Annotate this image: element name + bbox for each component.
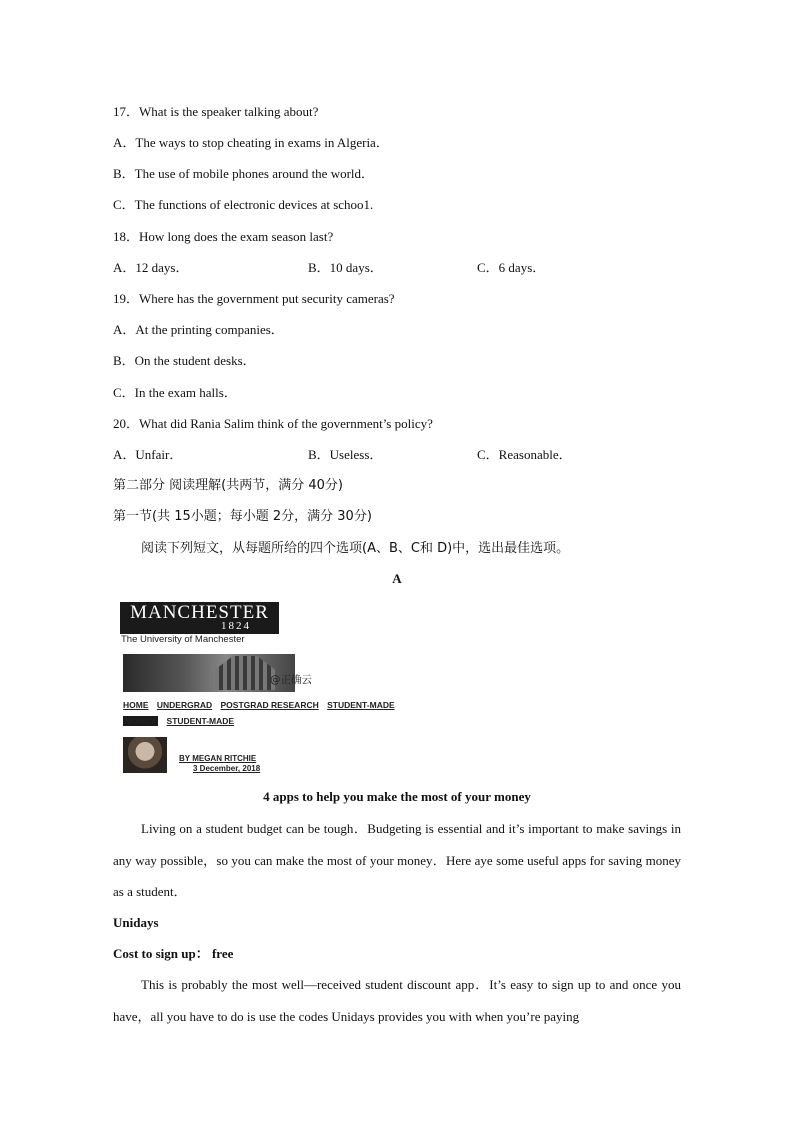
- author-avatar: [123, 737, 167, 773]
- byline: [179, 754, 260, 774]
- question-19-option-a: A．At the printing companies．: [113, 322, 284, 337]
- nav-money: MONEY: [125, 716, 157, 726]
- app1-name: Unidays: [113, 915, 159, 930]
- nav-postgrad-research: POSTGRAD RESEARCH: [220, 700, 319, 710]
- byline-date: 3 December, 2018: [193, 764, 261, 773]
- app1-cost: Cost to sign up： free: [113, 946, 234, 961]
- building-graphic: [215, 656, 275, 690]
- nav-home: HOME: [123, 700, 149, 710]
- question-19-option-b: B．On the student desks．: [113, 353, 256, 368]
- nav-row-1: [123, 700, 401, 710]
- question-20-option-b: B．Useless．: [308, 447, 383, 462]
- question-18-option-a: A．12 days．: [113, 260, 189, 275]
- question-19-option-c: C．In the exam halls．: [113, 385, 237, 400]
- watermark: @正确云: [270, 674, 312, 686]
- question-18-option-c: C．6 days．: [477, 260, 546, 275]
- question-17-option-c: C．The functions of electronic devices at schoo1.: [113, 197, 374, 212]
- article-intro: Living on a student budget can be tough．Budgeting is essential and it’s important to make savings in any way possible，so you can make the most of your money．Here aye some useful apps for saving money as a student．: [113, 821, 681, 899]
- part-title: 第二部分 阅读理解(共两节，满分 40分): [113, 478, 343, 493]
- question-17-option-a: A．The ways to stop cheating in exams in Algeria．: [113, 135, 389, 150]
- logo-year: 1824: [221, 620, 251, 632]
- passage-label: A: [392, 571, 402, 586]
- question-17-stem: 17．What is the speaker talking about?: [113, 104, 319, 119]
- nav-student-made: STUDENT-MADE: [327, 700, 395, 710]
- app1-text: This is probably the most well—received student discount app．It’s easy to sign up to and once you have，all you have to do is use the codes Unidays provides you with when you’re paying: [113, 977, 681, 1024]
- section-instruction: 阅读下列短文，从每题所给的四个选项(A、B、C和 D)中，选出最佳选项。: [141, 541, 570, 556]
- question-19-stem: 19．Where has the government put security cameras?: [113, 291, 395, 306]
- question-20-stem: 20．What did Rania Salim think of the government’s policy?: [113, 416, 433, 431]
- byline-author: BY MEGAN RITCHIE: [179, 754, 257, 763]
- question-18-option-b: B．10 days．: [308, 260, 383, 275]
- nav-undergrad: UNDERGRAD: [156, 700, 213, 710]
- question-20-option-c: C．Reasonable．: [477, 447, 572, 462]
- logo-name: MANCHESTER: [130, 602, 269, 623]
- article-title: 4 apps to help you make the most of your money: [263, 789, 531, 804]
- question-20-option-a: A．Unfair．: [113, 447, 183, 462]
- question-18-stem: 18．How long does the exam season last?: [113, 229, 334, 244]
- university-name: The University of Manchester: [121, 634, 245, 645]
- question-17-option-b: B．The use of mobile phones around the world．: [113, 166, 375, 181]
- section-subtitle: 第一节(共 15小题；每小题 2分，满分 30分): [113, 509, 372, 524]
- nav-row-2: [123, 716, 240, 726]
- nav-student-made-2: STUDENT-MADE: [166, 716, 235, 726]
- manchester-logo: [120, 602, 279, 634]
